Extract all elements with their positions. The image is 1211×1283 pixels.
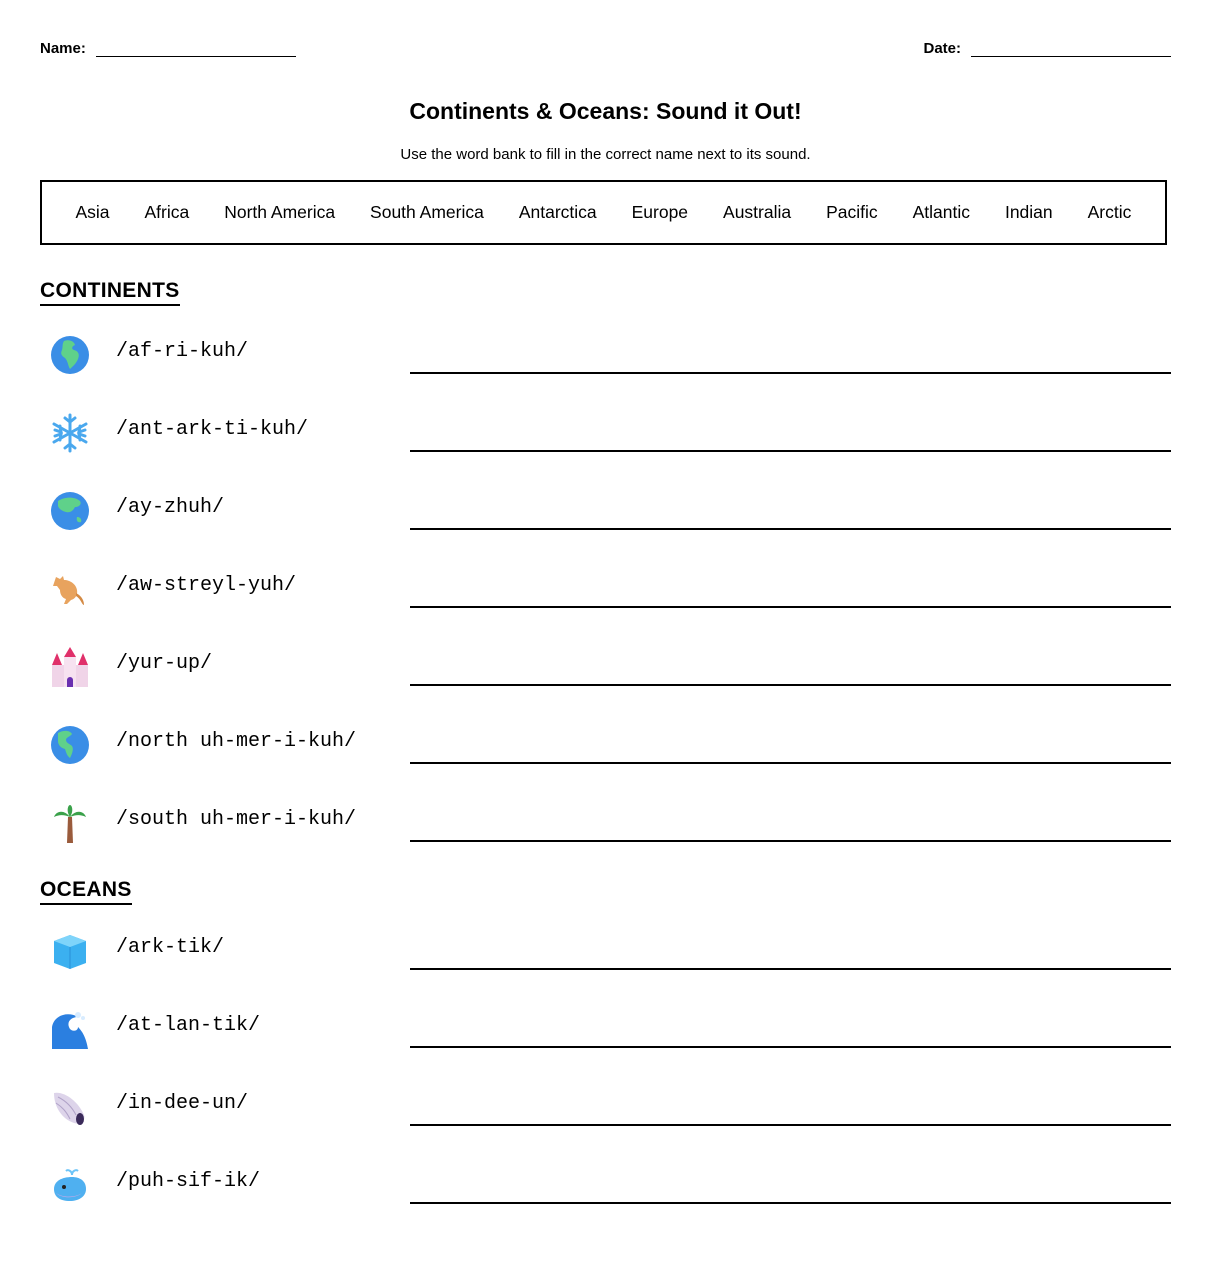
date-label: Date:	[923, 40, 961, 57]
shell-icon	[50, 1087, 90, 1127]
name-blank[interactable]	[96, 42, 296, 57]
word-bank-item: South America	[370, 202, 484, 222]
question-row	[0, 912, 1211, 990]
globe-americas-icon	[50, 725, 90, 765]
answer-line[interactable]	[410, 606, 1171, 608]
question-row	[0, 784, 1211, 862]
pronunciation: /ay-zhuh/	[116, 496, 225, 519]
question-row	[0, 394, 1211, 472]
ice-icon	[50, 931, 90, 971]
answer-line[interactable]	[410, 1202, 1171, 1204]
answer-line[interactable]	[410, 1046, 1171, 1048]
question-row	[0, 990, 1211, 1068]
oceans-heading: OCEANS	[40, 878, 132, 905]
answer-line[interactable]	[410, 450, 1171, 452]
answer-line[interactable]	[410, 372, 1171, 374]
pronunciation: /ark-tik/	[116, 936, 225, 959]
name-field[interactable]	[40, 40, 296, 57]
pronunciation: /ant-ark-ti-kuh/	[116, 418, 309, 441]
question-row	[0, 316, 1211, 394]
question-row	[0, 550, 1211, 628]
pronunciation: /at-lan-tik/	[116, 1014, 261, 1037]
answer-line[interactable]	[410, 840, 1171, 842]
pronunciation: /af-ri-kuh/	[116, 340, 249, 363]
name-label: Name:	[40, 40, 86, 57]
palm-tree-icon	[50, 803, 90, 843]
snowflake-icon	[50, 413, 90, 453]
word-bank-item: Atlantic	[912, 202, 970, 222]
pronunciation: /north uh-mer-i-kuh/	[116, 730, 357, 753]
continents-heading: CONTINENTS	[40, 279, 180, 306]
answer-line[interactable]	[410, 762, 1171, 764]
wave-icon	[50, 1009, 90, 1049]
word-bank-item: Africa	[144, 202, 190, 222]
question-row	[0, 1068, 1211, 1146]
word-bank-item: Europe	[631, 202, 689, 222]
pronunciation: /aw-streyl-yuh/	[116, 574, 297, 597]
word-bank-item: Indian	[1004, 202, 1053, 222]
oceans-list	[0, 912, 1211, 1224]
date-blank[interactable]	[971, 42, 1171, 57]
whale-icon	[50, 1165, 90, 1205]
question-row	[0, 628, 1211, 706]
word-bank-item: Asia	[75, 202, 110, 222]
instructions: Use the word bank to fill in the correct name next to its sound.	[400, 146, 811, 163]
word-bank-item: Arctic	[1087, 202, 1132, 222]
word-bank-item: Antarctica	[518, 202, 597, 222]
castle-icon	[50, 647, 90, 687]
globe-asia-icon	[50, 491, 90, 531]
word-bank-item: North America	[224, 202, 336, 222]
answer-line[interactable]	[410, 528, 1171, 530]
pronunciation: /puh-sif-ik/	[116, 1170, 261, 1193]
question-row	[0, 706, 1211, 784]
pronunciation: /south uh-mer-i-kuh/	[116, 808, 357, 831]
answer-line[interactable]	[410, 968, 1171, 970]
question-row	[0, 472, 1211, 550]
pronunciation: /yur-up/	[116, 652, 213, 675]
answer-line[interactable]	[410, 1124, 1171, 1126]
kangaroo-icon	[50, 569, 90, 609]
date-field[interactable]	[923, 40, 1171, 57]
continents-list	[0, 316, 1211, 862]
word-bank-item: Australia	[723, 202, 792, 222]
pronunciation: /in-dee-un/	[116, 1092, 249, 1115]
word-bank	[40, 180, 1167, 245]
page-title: Continents & Oceans: Sound it Out!	[409, 98, 802, 124]
word-bank-item: Pacific	[826, 202, 878, 222]
question-row	[0, 1146, 1211, 1224]
answer-line[interactable]	[410, 684, 1171, 686]
globe-europe-africa-icon	[50, 335, 90, 375]
